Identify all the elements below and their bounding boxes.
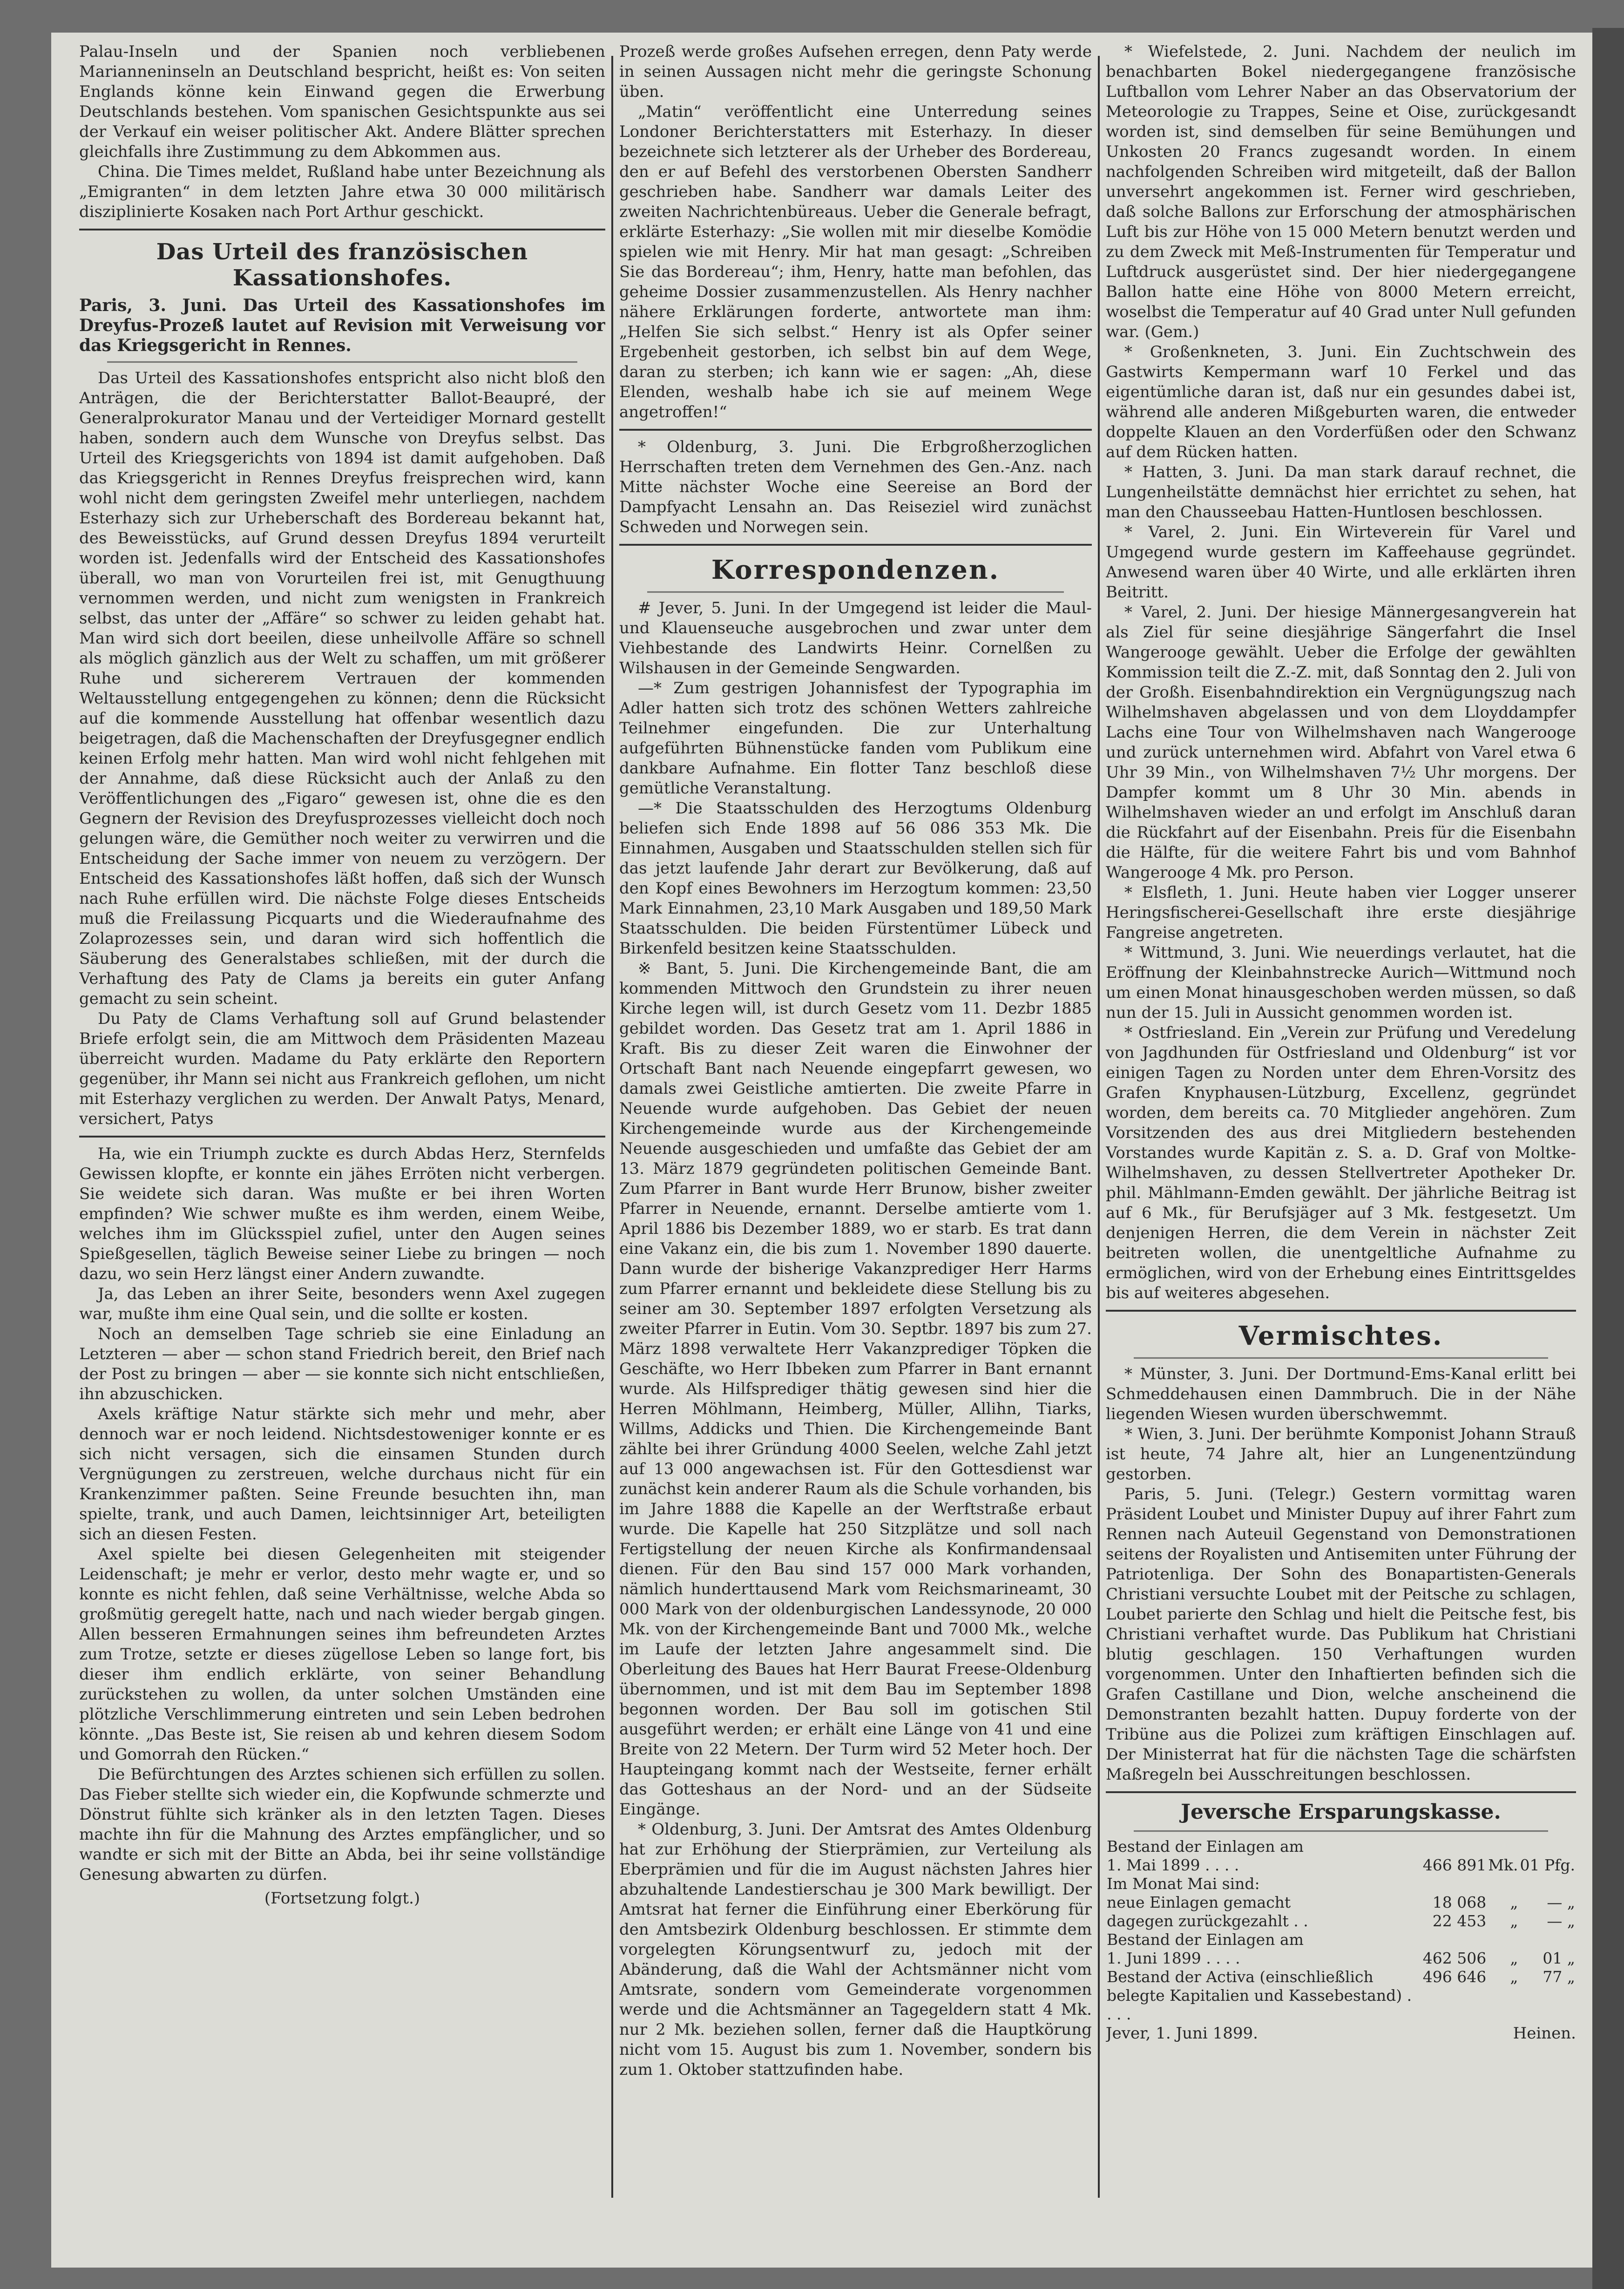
savings-amount <box>1422 1875 1487 1893</box>
savings-heading: Jeversche Ersparungskasse. <box>1181 1800 1501 1824</box>
continuation-note: (Fortsetzung folgt.) <box>264 1889 420 1908</box>
savings-unit <box>1487 1875 1519 1893</box>
article-text: * Varel, 2. Juni. Der hiesige Männergesangverein hat als Ziel für seine diesjährige Sängerfahrt die Insel Wangerooge gewählt. Ueber die Erfolge der gewählten Kommission teilt die Z.-Z. mit, daß Sonntag den 2. Juli von der Großh. Eisenbahndirektion ein Vergnügungszug nach Wilhelmshaven abgelassen und von dem Lloyddampfer Lachs eine Tour von Wilhelmshaven nach Wangerooge und zurück unternehmen wird. Abfahrt von Varel etwa 6 Uhr 39 Min., von Wilhelmshaven 7½ Uhr morgens. Der Dampfer kommt um 8 Uhr 30 Min. abends in Wilhelmshaven wieder an und erfolgt im Anschluß daran die Rückfahrt auf der Eisenbahn. Preis für die Eisenbahn die Hälfte, für die weitere Fahrt bis und vom Bahnhof Wangerooge 4 Mk. pro Person. <box>1106 603 1576 882</box>
savings-unit: „ <box>1510 1893 1518 1911</box>
column-3 <box>1106 42 1576 2193</box>
article-text: * Varel, 2. Juni. Ein Wirteverein für Varel und Umgegend wurde gestern im Kaffeehause gegründet. Anwesend waren über 40 Wirte, und alle erklärten ihren Beitritt. <box>1106 523 1576 602</box>
short-rule <box>1134 1357 1548 1359</box>
section-heading: Korrespondenzen. <box>711 555 1000 585</box>
article-text: „Matin“ veröffentlicht eine Unterredung seines Londoner Berichterstatters mit Esterhazy. In dieser bezeichnete sich letzterer als der Urheber des Bordereau, den er auf Befehl des verstorbenen Obersten Sandherr geschrieben habe. Sandherr war damals Leiter des zweiten Nachrichtenbüreaus. Ueber die Generale befragt, erklärte Esterhazy: „Sie wollen mit mir dieselbe Komödie spielen wie mit Henry. Mir hat man gesagt: „Schreiben Sie das Bordereau“; ihm, Henry, hatte man befohlen, das geheime Dossier zusammenzustellen. Als Henry nachher nähere Erklärungen forderte, antwortete man ihm: „Helfen Sie sich selbst.“ Henry ist als Opfer seiner Ergebenheit gestorben, ich selbst bin auf dem Wege, daran zu sterben; ich kann wie er sagen: „Ah, diese Elenden, weshalb habe ich sie auf meinem Wege angetroffen!“ <box>619 102 1092 421</box>
article-text: Du Paty de Clams Verhaftung soll auf Grund belastender Briefe erfolgt sein, die am Mittwoch dem Präsidenten Mazeau überreicht wurden. Madame du Paty erklärte den Reportern gegenüber, ihr Mann sei nicht aus Frankreich geflohen, um nicht mit Esterhazy verglichen zu werden. Der Anwalt Patys, Menard, versichert, Patys <box>79 1009 605 1128</box>
article-text: * Wien, 3. Juni. Der berühmte Komponist Johann Strauß ist heute, 74 Jahre alt, hier an Lungenentzündung gestorben. <box>1106 1425 1576 1483</box>
feuilleton-text: Die Befürchtungen des Arztes schienen sich erfüllen zu sollen. Das Fieber stellte sich wieder ein, die Kopfwunde schmerzte und Dönstrut fühlte sich kränker als in den letzten Tagen. Dieses machte ihn für die Mahnung des Arztes empfänglicher, und so wandte er sich mit der Bitte an Abda, bei ihr seine vollständige Genesung abwarten zu dürfen. <box>79 1765 605 1884</box>
article-text: * Hatten, 3. Juni. Da man stark darauf rechnet, die Lungenheilstätte demnächst hier errichtet zu sehen, hat man den Chausseebau Hatten-Huntlosen beschlossen. <box>1106 463 1576 521</box>
article-text: Prozeß werde großes Aufsehen erregen, denn Paty werde in seinen Aussagen nicht mehr die geringste Schonung üben. <box>619 42 1092 101</box>
savings-label: Im Monat Mai sind: <box>1107 1875 1260 1893</box>
article-text: China. Die Times meldet, Rußland habe unter Bezeichnung als „Emigranten“ in dem letzten Jahre etwa 30 000 militärisch disziplinierte Kosaken nach Port Arthur geschickt. <box>79 163 605 221</box>
savings-label: dagegen zurückgezahlt . . <box>1107 1912 1308 1930</box>
savings-row <box>1106 1856 1576 1875</box>
savings-amount: 22 453 <box>1432 1912 1487 1930</box>
savings-label: Bestand der Activa (einschließlich belegte Kapitalien und Kassebestand) . . . . <box>1107 1968 1412 2023</box>
savings-table <box>1106 1837 1576 2024</box>
column-rule <box>1098 56 1100 2198</box>
savings-amount: 18 068 <box>1432 1893 1487 1911</box>
column-2 <box>619 42 1092 2193</box>
article-text: Palau-Inseln und der Spanien noch verbliebenen Marianneninseln an Deutschland bespricht, heißt es: Von seiten Englands könne kein Einwand gegen die Erwerbung Deutschlands bestehen. Vom spanischen Gesichtspunkte aus sei der Verkauf ein weiser politischer Akt. Andere Blätter sprechen gleichfalls ihre Zustimmung zu dem Abkommen aus. <box>79 42 605 161</box>
feuilleton-rule <box>79 1136 605 1138</box>
savings-cents: 01 „ <box>1543 1949 1575 1967</box>
savings-amount: 462 506 <box>1422 1949 1487 1967</box>
feuilleton-text: Axel spielte bei diesen Gelegenheiten mit steigender Leidenschaft; je mehr er verlor, desto mehr wagte er, und so konnte es nicht fehlen, daß seine Verhältnisse, welche Abda so großmütig geregelt hatte, nach und nach wieder bergab gingen. Allen besseren Ermahnungen seines ihm befreundeten Arztes zum Trotze, setzte er dieses zügellose Leben so lange fort, bis dieser ihm endlich erklärte, von seiner Behandlung zurückstehen zu wollen, da unter solchen Umständen eine plötzliche Verschlimmerung eintreten und sein Leben bedrohen könnte. „Das Beste ist, Sie reisen ab und kehren diesem Sodom und Gomorrah den Rücken.“ <box>79 1545 605 1764</box>
section-rule <box>1106 1310 1576 1312</box>
article-text: * Großenkneten, 3. Juni. Ein Zuchtschwein des Gastwirts Kempermann warf 10 Ferkel und das eigentümliche daran ist, daß nur ein gesundes dabei ist, während alle anderen Mißgeburten waren, die entweder doppelte Klauen an den Vorderfüßen oder den Schwanz auf dem Rücken hatten. <box>1106 343 1576 461</box>
short-rule <box>107 361 577 363</box>
savings-row <box>1106 1949 1576 1968</box>
article-text: * Elsfleth, 1. Juni. Heute haben vier Logger unserer Heringsfischerei-Gesellschaft ihre erste diesjährige Fangreise angetreten. <box>1106 883 1576 942</box>
savings-amount: 466 891 <box>1422 1856 1487 1874</box>
savings-unit: „ <box>1510 1912 1518 1930</box>
savings-amount: 496 646 <box>1422 1968 1487 1986</box>
savings-row <box>1106 1912 1576 1930</box>
savings-cents: 77 „ <box>1543 1968 1575 1986</box>
article-text: * Oldenburg, 3. Juni. Die Erbgroßherzoglichen Herrschaften treten dem Vernehmen des Gen.-Anz. nach Mitte nächster Woche eine Seereise an Bord der Dampfyacht Lensahn an. Das Reiseziel wird zunächst Schweden und Norwegen sein. <box>619 438 1092 536</box>
savings-row <box>1106 1930 1576 1949</box>
signature-date: Jever, 1. Juni 1899. <box>1106 2024 1258 2043</box>
signature-name: Heinen. <box>1513 2024 1576 2043</box>
savings-row <box>1106 1893 1576 1912</box>
article-text: * Münster, 3. Juni. Der Dortmund-Ems-Kanal erlitt bei Schmeddehausen einen Dammbruch. Die in der Nähe liegenden Wiesen wurden überschwemmt. <box>1106 1365 1576 1423</box>
article-text: * Wittmund, 3. Juni. Wie neuerdings verlautet, hat die Eröffnung der Kleinbahnstrecke Aurich—Wittmund noch um einen Monat hinausgeschoben werden müssen, so daß nun der 15. Juli in Aussicht genommen worden ist. <box>1106 943 1576 1022</box>
page-edge <box>1592 28 1624 2289</box>
savings-unit <box>1487 1837 1519 1856</box>
savings-row <box>1106 1968 1576 2024</box>
article-text: ※ Bant, 5. Juni. Die Kirchengemeinde Bant, die am kommenden Mittwoch den Grundstein zu ihrer neuen Kirche legen will, ist durch Gesetz vom 11. Dezbr 1885 gebildet worden. Das Gesetz trat am 1. April 1886 in Kraft. Bis zu dieser Zeit waren die Einwohner der Ortschaft Bant nach Neuende eingepfarrt gewesen, wo damals zwei Geistliche amtierten. Die zweite Pfarre in Neuende wurde aufgehoben. Das Gebiet der neuen Kirchengemeinde wurde aus der Kirchengemeinde Neuende ausgeschieden und umfaßte das Gebiet der am 13. März 1879 gegründeten politischen Gemeinde Bant. Zum Pfarrer in Bant wurde Herr Brunow, bisher zweiter Pfarrer in Neuende, ernannt. Derselbe amtierte vom 1. April 1886 bis Dezember 1889, wo er starb. Es trat dann eine Vakanz ein, die bis zum 1. November 1890 dauerte. Dann wurde der bisherige Vakanzprediger Herr Harms zum Pfarrer ernannt und bekleidete diese Stellung bis zu seiner am 30. September 1897 erfolgten Versetzung als zweiter Pfarrer in Eutin. Vom 30. Septbr. 1897 bis zum 27. März 1898 verwaltete Herr Vakanzprediger Töpken die Geschäfte, wo Herr Ibbeken zum Pfarrer in Bant ernannt wurde. Als Hilfsprediger thätig gewesen sind hier die Herren Möhlmann, Heimberg, Müller, Allihn, Tiarks, Willms, Addicks und Thien. Die Kirchengemeinde Bant zählte bei ihrer Gründung 4000 Seelen, welche Zahl jetzt auf 13 000 angewachsen ist. Für den Gottesdienst war zunächst kein anderer Raum als die Schule vorhanden, bis im Jahre 1888 die Kapelle an der Werftstraße erbaut wurde. Die Kapelle hat 250 Sitzplätze und soll nach Fertigstellung der neuen Kirche als Konfirmandensaal dienen. Für den Bau sind 157 000 Mark vorhanden, nämlich hunderttausend Mark vom Reichsmarineamt, 30 000 Mark von der oldenburgischen Landessynode, 20 000 Mk. von der Kirchengemeinde Bant und 7000 Mk., welche im Laufe der letzten Jahre angesammelt sind. Die Oberleitung des Baues hat Herr Baurat Freese-Oldenburg übernommen, und ist mit dem Bau im September 1898 begonnen worden. Der Bau soll im gotischen Stil ausgeführt werden; er erhält eine Länge von 41 und eine Breite von 22 Metern. Der Turm wird 52 Meter hoch. Der Haupteingang kommt nach der Westseite, ferner erhält das Gotteshaus an der Nord- und an der Südseite Eingänge. <box>619 959 1092 1819</box>
column-1 <box>79 42 605 2193</box>
savings-cents <box>1519 1837 1576 1856</box>
article-text: —* Die Staatsschulden des Herzogtums Oldenburg beliefen sich Ende 1898 auf 56 086 353 Mk. Die Einnahmen, Ausgaben und Staatsschulden stellen sich für das jetzt laufende Jahr derart zur Bevölkerung, daß auf den Kopf eines Bewohners im Herzogtum kommen: 23,50 Mark Einnahmen, 23,10 Mark Ausgaben und 189,50 Mark Staatsschulden. Die beiden Fürstentümer Lübeck und Birkenfeld besitzen keine Staatsschulden. <box>619 799 1092 958</box>
savings-unit <box>1487 1930 1519 1949</box>
savings-row <box>1106 1837 1576 1856</box>
savings-cents <box>1519 1875 1576 1893</box>
article-text: # Jever, 5. Juni. In der Umgegend ist leider die Maul- und Klauenseuche ausgebrochen und zwar unter dem Viehbestande des Landwirts Heinr. Cornelßen zu Wilshausen in der Gemeinde Sengwarden. <box>619 599 1092 677</box>
article-text: —* Zum gestrigen Johannisfest der Typographia im Adler hatten sich trotz des schönen Wetters zahlreiche Teilnehmer eingefunden. Die zur Unterhaltung aufgeführten Bühnenstücke fanden vom Publikum eine dankbare Aufnahme. Ein flotter Tanz beschloß diese gemütliche Veranstaltung. <box>619 679 1092 798</box>
feuilleton-text: Ja, das Leben an ihrer Seite, besonders wenn Axel zugegen war, mußte ihm eine Qual sein, und die sollte er kosten. <box>79 1285 605 1323</box>
section-rule <box>79 229 605 230</box>
savings-signature <box>1106 2024 1576 2044</box>
savings-label: 1. Mai 1899 . . . . <box>1107 1856 1239 1874</box>
article-lead: Paris, 3. Juni. Das Urteil des Kassationshofes im Dreyfus-Prozeß lautet auf Revision mit Verweisung vor das Kriegsgericht in Rennes. <box>79 296 605 355</box>
feuilleton-text: Noch an demselben Tage schrieb sie eine Einladung an Letzteren — aber — schon stand Friedrich bereit, den Brief nach der Post zu bringen — aber — sie konnte sich nicht entschließen, ihn abzuschicken. <box>79 1325 605 1403</box>
savings-label: 1. Juni 1899 . . . . <box>1107 1949 1240 1967</box>
feuilleton-text: Ha, wie ein Triumph zuckte es durch Abdas Herz, Sternfelds Gewissen klopfte, er konnte ein jähes Erröten nicht verbergen. Sie weidete sich daran. Was mußte er bei ihren Worten empfinden? Wie schwer mußte es ihm werden, einem Weibe, welches ihm im Glücksspiel zufiel, unter den Augen seines Spießgesellen, täglich Beweise seiner Liebe zu bringen — noch dazu, wo sein Herz längst einer Andern zuwandte. <box>79 1144 605 1283</box>
savings-cents: — „ <box>1547 1893 1575 1911</box>
article-text: * Ostfriesland. Ein „Verein zur Prüfung und Veredelung von Jagdhunden für Ostfriesland und Oldenburg“ ist vor einigen Tagen zu Norden unter dem Ehren-Vorsitz des Grafen Knyphausen-Lützburg, Excellenz, gegründet worden, dem bereits ca. 70 Mitglieder angehören. Zum Vorsitzenden des aus drei Mitgliedern bestehenden Vorstandes wurde Kapitän z. S. a. D. Graf von Moltke-Wilhelmshaven, zu dessen Stellvertreter Apotheker Dr. phil. Mählmann-Emden gewählt. Der jährliche Beitrag ist auf 6 Mk., für Berufsjäger auf 3 Mk. festgesetzt. Um denjenigen Herren, die dem Verein in nächster Zeit beitreten wollen, die unentgeltliche Aufnahme zu ermöglichen, wird von der Erhebung eines Eintrittsgeldes bis auf weiteres abgesehen. <box>1106 1023 1576 1302</box>
column-rule <box>611 56 613 2198</box>
short-rule <box>1134 1830 1548 1832</box>
savings-row <box>1106 1875 1576 1893</box>
savings-label: Bestand der Einlagen am <box>1107 1930 1304 1949</box>
savings-cents <box>1519 1930 1576 1949</box>
savings-label: Bestand der Einlagen am <box>1107 1837 1304 1856</box>
feuilleton-text: Axels kräftige Natur stärkte sich mehr und mehr, aber dennoch war er noch leidend. Nichtsdestoweniger konnte er es sich nicht versagen, sich die einsamen Stunden durch Vergnügungen zu zerstreuen, welche durchaus nicht für ein Krankenzimmer paßten. Seine Freunde besuchten ihn, man spielte, trank, und auch Damen, leichtsinniger Art, beteiligten sich an diesen Festen. <box>79 1405 605 1544</box>
article-text: * Wiefelstede, 2. Juni. Nachdem der neulich im benachbarten Bokel niedergegangene französische Luftballon vom Lehrer Naber an das Observatorium der Meteorologie zu Trappes, Seine et Oise, zurückgesandt worden ist, sind demselben für seine Bemühungen und Unkosten 20 Francs zugesandt worden. In einem nachfolgenden Schreiben wird mitgeteilt, daß der Ballon unversehrt angekommen ist. Ferner wird geschrieben, daß solche Ballons zur Erforschung der atmosphärischen Luft bis zur Höhe von 15 000 Metern benutzt werden und zu dem Zweck mit Meß-Instrumenten für Temperatur und Luftdruck ausgerüstet sind. Der hier niedergegangene Ballon hatte eine Höhe von 8000 Metern erreicht, woselbst die Temperatur auf 40 Grad unter Null gefunden war. (Gem.) <box>1106 42 1576 341</box>
article-text: * Oldenburg, 3. Juni. Der Amtsrat des Amtes Oldenburg hat zur Erhöhung der Stierprämien, zur Verteilung als Eberprämien und für die im August nächsten Jahres hier abzuhaltende Landestierschau je 300 Mark bewilligt. Der Amtsrat hat ferner die Einführung einer Eberkörung für den Amtsbezirk Oldenburg beschlossen. Er stimmte dem vorgelegten Körungsentwurf zu, jedoch mit der Abänderung, daß die Wahl der Achtsmänner nicht vom Amtsrate, sondern vom Gemeinderate vorgenommen werde und die Achtsmänner an Tagegeldern statt 4 Mk. nur 2 Mk. beziehen sollen, ferner daß die Hauptkörung nicht vom 15. August bis zum 1. November, sondern bis zum 1. Oktober stattzufinden habe. <box>619 1820 1092 2079</box>
article-heading: Das Urteil des französischen Kassationshofes. <box>156 239 528 291</box>
savings-cents: — „ <box>1547 1912 1575 1930</box>
savings-amount <box>1422 1837 1487 1856</box>
section-rule <box>619 544 1092 546</box>
savings-unit: „ <box>1510 1949 1518 1967</box>
section-heading: Vermischtes. <box>1238 1321 1443 1351</box>
savings-unit: „ <box>1510 1968 1518 1986</box>
article-text: Das Urteil des Kassationshofes entspricht also nicht bloß den Anträgen, die der Berichterstatter Ballot-Beaupré, der Generalprokurator Manau und der Verteidiger Mornard gestellt haben, sondern auch dem Wunsche von Dreyfus selbst. Das Urteil des Kriegsgerichts von 1894 ist damit aufgehoben. Daß das Kriegsgericht in Rennes Dreyfus freisprechen wird, kann wohl nicht dem geringsten Zweifel mehr unterliegen, nachdem Esterhazy sich zur Urheberschaft des Bordereau bekannt hat, des Beweisstücks, auf Grund dessen Dreyfus 1894 verurteilt worden ist. Jedenfalls wird der Entscheid des Kassationshofes überall, wo man von Vorurteilen frei ist, mit Genugthuung vernommen werden, und nicht zum wenigsten in Frankreich selbst, das unter der „Affäre“ so schwer zu leiden gehabt hat. Man wird sich dort beeilen, diese unheilvolle Affäre so schnell als möglich gänzlich aus der Welt zu schaffen, um mit größerer Ruhe und sichererem Vertrauen der kommenden Weltausstellung entgegengehen zu können; denn die Rücksicht auf die kommende Ausstellung hat offenbar wesentlich dazu beigetragen, daß die Machenschaften der Dreyfusgegner endlich keinen Erfolg mehr hatten. Man wird wohl nicht fehlgehen mit der Annahme, daß diese Rücksicht auch der Anlaß zu den Veröffentlichungen des „Figaro“ gewesen ist, ohne die es den Gegnern der Revision des Dreyfusprozesses vielleicht doch noch gelungen wäre, die Gemüther noch weiter zu verwirren und die Entscheidung der Sache immer von neuem zu verzögern. Der Entscheid des Kassationshofes läßt hoffen, daß sich der Wunsch nach Ruhe erfüllen wird. Die nächste Folge dieses Entscheids muß die Freilassung Picquarts und die Wiederaufnahme des Zolaprozesses sein, und daran wird sich hoffentlich die Säuberung des Generalstabes schließen, mit der durch die Verhaftung des Paty de Clams ja bereits ein guter Anfang gemacht zu sein scheint. <box>79 369 605 1008</box>
savings-unit: Mk. <box>1488 1856 1518 1874</box>
savings-label: neue Einlagen gemacht <box>1107 1893 1291 1911</box>
section-rule <box>1106 1791 1576 1793</box>
article-text: Paris, 5. Juni. (Telegr.) Gestern vormittag waren Präsident Loubet und Minister Dupuy auf ihrer Fahrt zum Rennen nach Auteuil Gegenstand von Demonstrationen seitens der Royalisten und Antisemiten unter Führung der Patriotenliga. Der Sohn des Bonapartisten-Generals Christiani versuchte Loubet mit der Peitsche zu schlagen, Loubet parierte den Schlag und hielt die Peitsche fest, bis Christiani verhaftet wurde. Das Publikum hat Christiani blutig geschlagen. 150 Verhaftungen wurden vorgenommen. Unter den Inhaftierten befinden sich die Grafen Castillane und Dion, welche anscheinend die Demonstranten bezahlt hatten. Dupuy forderte von der Tribüne aus die Polizei zum kräftigen Einschlagen auf. Der Ministerrat hat für die nächsten Tage die schärfsten Maßregeln bei Ausschreitungen beschlossen. <box>1106 1485 1576 1784</box>
savings-cents: 01 Pfg. <box>1520 1856 1575 1874</box>
short-rule <box>647 591 1064 593</box>
savings-amount <box>1422 1930 1487 1949</box>
section-rule <box>619 429 1092 431</box>
